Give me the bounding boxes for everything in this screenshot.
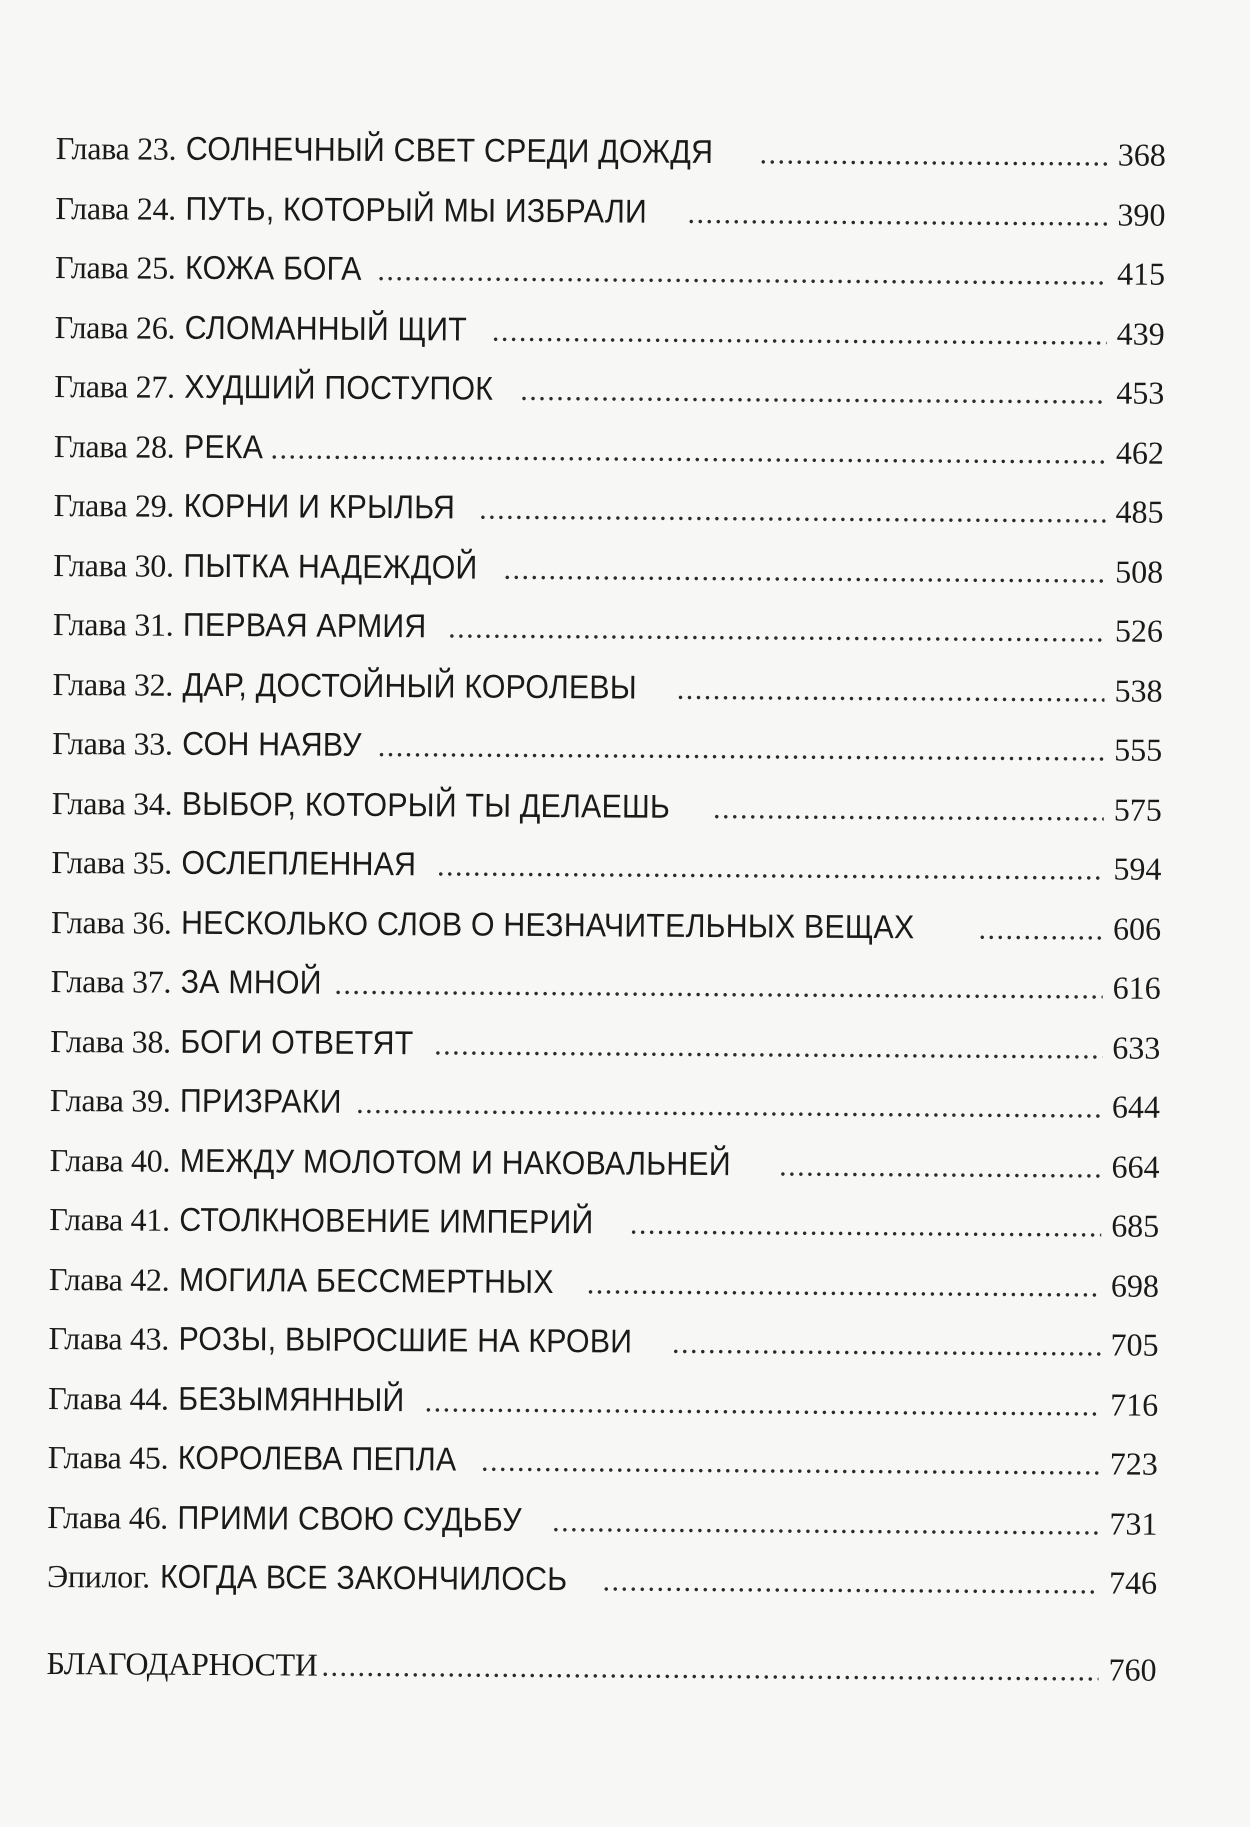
toc-entry-chapter-35[interactable] xyxy=(51,832,1161,898)
page-number: 716 xyxy=(1110,1385,1159,1423)
dot-leader xyxy=(479,480,1106,543)
chapter-label: Эпилог. xyxy=(46,1557,150,1595)
toc-entry-chapter-40[interactable] xyxy=(49,1129,1159,1195)
chapter-title: КОЖА БОГА xyxy=(185,248,363,287)
page-number: 698 xyxy=(1110,1266,1160,1304)
chapter-title: КОГДА ВСЕ ЗАКОНЧИЛОСЬ xyxy=(159,1557,568,1598)
page-number: 415 xyxy=(1116,255,1166,292)
page-number: 538 xyxy=(1114,671,1163,709)
chapter-label: Глава 40. xyxy=(49,1141,171,1179)
toc-entry-chapter-37[interactable] xyxy=(51,951,1161,1017)
chapter-label: Глава 29. xyxy=(53,486,175,524)
page-number: 390 xyxy=(1117,195,1166,233)
toc-entry-epilogue[interactable] xyxy=(47,1546,1157,1612)
chapter-title: ХУДШИЙ ПОСТУПОК xyxy=(184,367,494,407)
dot-leader xyxy=(630,1195,1102,1257)
dot-leader xyxy=(481,1432,1100,1495)
dot-leader xyxy=(492,301,1107,364)
chapter-title: СОЛНЕЧНЫЙ СВЕТ СРЕДИ ДОЖДЯ xyxy=(186,129,714,171)
toc-entry-chapter-43[interactable] xyxy=(48,1308,1158,1374)
chapter-label: Глава 31. xyxy=(52,605,174,643)
chapter-label: Глава 28. xyxy=(53,427,175,465)
dot-leader xyxy=(356,1074,1102,1138)
toc-entry-chapter-42[interactable] xyxy=(49,1248,1159,1314)
chapter-label: Глава 44. xyxy=(48,1379,169,1417)
chapter-label: Глава 36. xyxy=(50,903,172,941)
chapter-title: БОГИ ОТВЕТЯТ xyxy=(180,1022,415,1061)
chapter-label: Глава 35. xyxy=(51,843,173,881)
chapter-label: Глава 43. xyxy=(48,1319,170,1357)
toc-entry-acknowledgements[interactable] xyxy=(46,1633,1156,1699)
chapter-label: Глава 39. xyxy=(49,1081,171,1119)
dot-leader xyxy=(713,779,1104,841)
toc-entry-chapter-31[interactable] xyxy=(53,594,1163,660)
page-number: 705 xyxy=(1110,1326,1159,1363)
chapter-label: Глава 23. xyxy=(55,129,177,167)
page-number: 633 xyxy=(1112,1028,1161,1066)
toc-entry-chapter-32[interactable] xyxy=(52,653,1162,719)
page-number: 606 xyxy=(1112,909,1162,947)
chapter-title: МОГИЛА БЕССМЕРТНЫХ xyxy=(179,1260,555,1300)
dot-leader xyxy=(978,899,1103,959)
section-title: БЛАГОДАРНОСТИ xyxy=(46,1644,318,1683)
chapter-label: Глава 42. xyxy=(48,1260,170,1298)
toc-entry-chapter-24[interactable] xyxy=(55,177,1165,243)
toc-entry-chapter-30[interactable] xyxy=(53,534,1163,600)
dot-leader xyxy=(672,1314,1101,1376)
chapter-title: КОРОЛЕВА ПЕПЛА xyxy=(178,1438,457,1478)
chapter-label: Глава 25. xyxy=(54,248,176,286)
dot-leader xyxy=(602,1551,1099,1614)
page-number: 439 xyxy=(1116,314,1165,352)
page-number: 685 xyxy=(1111,1207,1160,1244)
chapter-title: ПЕРВАЯ АРМИЯ xyxy=(183,605,428,645)
chapter-label: Глава 24. xyxy=(55,189,177,227)
chapter-label: Глава 41. xyxy=(49,1200,170,1238)
chapter-label: Глава 32. xyxy=(52,665,174,703)
chapter-label: Глава 34. xyxy=(51,784,173,822)
chapter-title: СЛОМАННЫЙ ЩИТ xyxy=(185,308,468,348)
page-number: 453 xyxy=(1116,374,1165,411)
toc-entry-chapter-29[interactable] xyxy=(53,475,1163,541)
dot-leader xyxy=(334,955,1103,1019)
chapter-label: Глава 30. xyxy=(53,546,174,584)
toc-entry-chapter-34[interactable] xyxy=(52,772,1162,838)
page-number: 731 xyxy=(1109,1504,1158,1542)
chapter-label: Глава 45. xyxy=(47,1438,169,1476)
dot-leader xyxy=(779,1136,1102,1197)
chapter-title: ОСЛЕПЛЕННАЯ xyxy=(181,843,417,883)
toc-entry-chapter-38[interactable] xyxy=(50,1010,1160,1076)
toc-entry-chapter-39[interactable] xyxy=(50,1070,1160,1136)
toc-entry-chapter-44[interactable] xyxy=(48,1367,1158,1433)
chapter-title: ВЫБОР, КОТОРЫЙ ТЫ ДЕЛАЕШЬ xyxy=(182,784,671,825)
chapter-title: ПЫТКА НАДЕЖДОЙ xyxy=(183,546,479,586)
dot-leader xyxy=(321,1636,1098,1700)
chapter-title: ПРИМИ СВОЮ СУДЬБУ xyxy=(177,1498,523,1538)
dot-leader xyxy=(587,1254,1101,1317)
toc-entry-chapter-33[interactable] xyxy=(52,713,1162,779)
page-number: 575 xyxy=(1113,790,1162,828)
chapter-label: Глава 26. xyxy=(54,308,176,346)
toc-entry-chapter-36[interactable] xyxy=(51,891,1161,957)
chapter-label: Глава 38. xyxy=(50,1022,171,1060)
dot-leader xyxy=(270,419,1106,484)
chapter-title: СТОЛКНОВЕНИЕ ИМПЕРИЙ xyxy=(179,1200,595,1241)
page-number: 594 xyxy=(1113,850,1162,887)
dot-leader xyxy=(448,598,1105,662)
chapter-title: РЕКА xyxy=(184,427,264,465)
toc-entry-chapter-41[interactable] xyxy=(49,1189,1159,1255)
chapter-title: МЕЖДУ МОЛОТОМ И НАКОВАЛЬНЕЙ xyxy=(179,1141,732,1182)
dot-leader xyxy=(424,1372,1100,1436)
page-number: 644 xyxy=(1111,1088,1161,1125)
page-number: 555 xyxy=(1114,731,1163,768)
dot-leader xyxy=(677,659,1105,721)
page-number: 616 xyxy=(1112,969,1161,1006)
page-number: 746 xyxy=(1108,1564,1158,1601)
chapter-title: НЕСКОЛЬКО СЛОВ О НЕЗНАЧИТЕЛЬНЫХ ВЕЩАХ xyxy=(181,903,915,945)
chapter-label: Глава 33. xyxy=(52,724,173,762)
chapter-title: ПРИЗРАКИ xyxy=(180,1081,343,1120)
page-number: 368 xyxy=(1117,136,1166,173)
dot-leader xyxy=(759,124,1108,186)
page-number: 462 xyxy=(1115,433,1165,471)
page-number: 760 xyxy=(1108,1650,1157,1688)
dot-leader xyxy=(520,361,1106,424)
dot-leader xyxy=(378,717,1105,781)
chapter-label: Глава 37. xyxy=(50,962,172,1000)
dot-leader xyxy=(552,1492,1100,1555)
toc-entry-chapter-28[interactable] xyxy=(54,415,1164,481)
dot-leader xyxy=(437,836,1104,900)
page-number: 526 xyxy=(1114,612,1163,649)
dot-leader xyxy=(434,1015,1102,1079)
chapter-title: ДАР, ДОСТОЙНЫЙ КОРОЛЕВЫ xyxy=(182,665,638,706)
dot-leader xyxy=(377,241,1107,305)
toc-entry-chapter-27[interactable] xyxy=(54,356,1164,422)
table-of-contents xyxy=(46,118,1166,1700)
page-number: 485 xyxy=(1115,493,1164,530)
dot-leader xyxy=(503,539,1105,602)
chapter-title: ЗА МНОЙ xyxy=(181,962,323,1001)
dot-leader xyxy=(687,183,1107,245)
page-number: 723 xyxy=(1109,1445,1158,1482)
chapter-label: Глава 27. xyxy=(54,367,175,405)
toc-entry-chapter-45[interactable] xyxy=(48,1427,1158,1493)
toc-entry-chapter-23[interactable] xyxy=(56,118,1166,184)
page-number: 508 xyxy=(1115,552,1164,590)
chapter-title: ПУТЬ, КОТОРЫЙ МЫ ИЗБРАЛИ xyxy=(185,189,648,230)
toc-entry-chapter-46[interactable] xyxy=(47,1486,1157,1552)
chapter-title: КОРНИ И КРЫЛЬЯ xyxy=(183,486,456,526)
toc-entry-chapter-25[interactable] xyxy=(55,237,1165,303)
chapter-title: РОЗЫ, ВЫРОСШИЕ НА КРОВИ xyxy=(178,1319,633,1360)
page-number: 664 xyxy=(1111,1147,1160,1185)
chapter-title: БЕЗЫМЯННЫЙ xyxy=(178,1379,406,1418)
toc-entry-chapter-26[interactable] xyxy=(55,296,1165,362)
chapter-label: Глава 46. xyxy=(47,1498,169,1536)
chapter-title: СОН НАЯВУ xyxy=(182,724,363,763)
